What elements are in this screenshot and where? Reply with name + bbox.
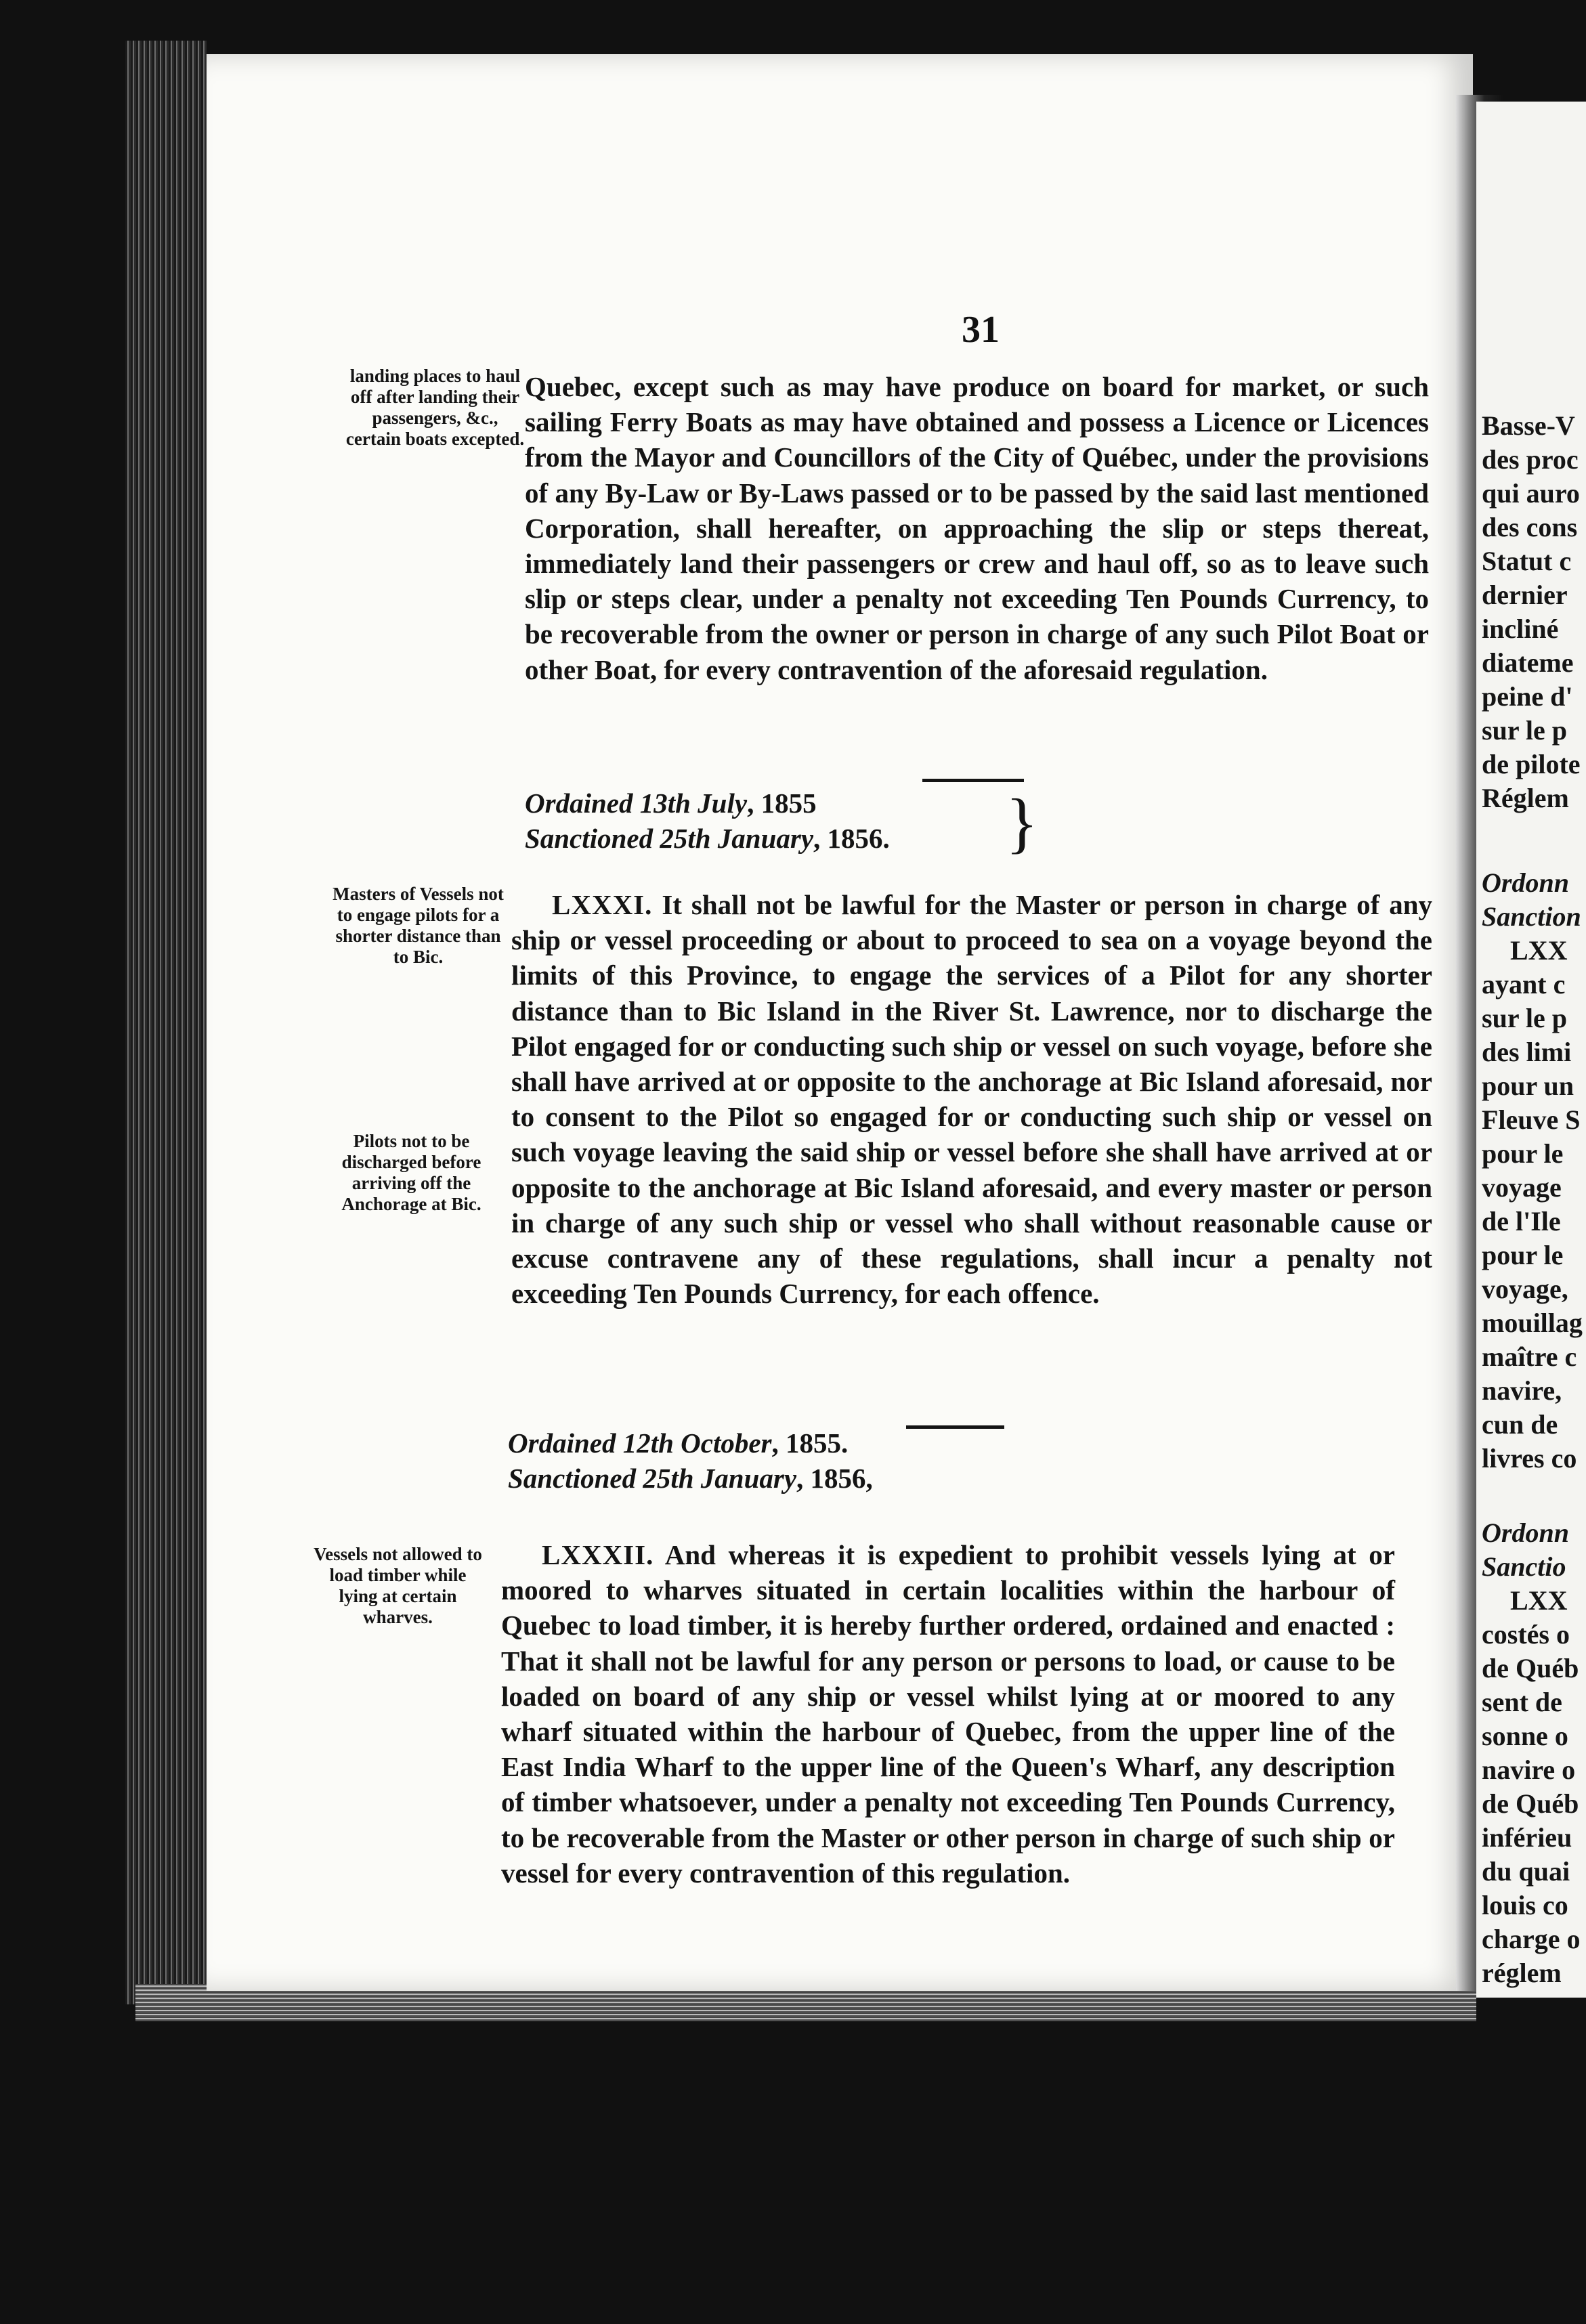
facing-page-line: du quai	[1482, 1856, 1570, 1887]
facing-page-line: sur le p	[1482, 1003, 1567, 1033]
facing-page-line: voyage	[1482, 1172, 1562, 1203]
facing-page-line: voyage,	[1482, 1274, 1568, 1304]
facing-page-line: peine d'	[1482, 681, 1573, 712]
ordained-label: Ordained	[508, 1427, 616, 1459]
section-82-text: And whereas it is expedient to prohibit vessels lying at or moored to wharves situated in certain localities within the harbour of Quebec to load timber, it is hereby further ordered, ordained and enacted : That it shall not be lawful for any person or persons to load, or cause to be loaded on board of any ship or vessel whilst lying at or moored to any wharf situated within the harbour of Quebec, from the upper line of the East India Wharf to the upper line of the Queen's Wharf, any description of timber whatsoever, under a penalty not exceeding Ten Pounds Currency, to be recoverable from the Master or other person in charge of such ship or vessel for every contravention of this regulation.	[501, 1539, 1395, 1889]
facing-page-line: livres co	[1482, 1443, 1577, 1473]
rule-1	[922, 779, 1024, 782]
facing-page-line: pour un	[1482, 1071, 1574, 1101]
ordained-date: 12th October	[622, 1427, 772, 1459]
ordained-year: , 1855.	[771, 1427, 849, 1459]
facing-page-line: ayant c	[1482, 969, 1566, 999]
ordained-line-1	[525, 786, 890, 821]
section-81	[511, 887, 1432, 1311]
facing-page-line: Basse-V	[1482, 410, 1575, 441]
ordained-date: 13th July	[639, 788, 748, 819]
facing-page-line: pour le	[1482, 1138, 1564, 1169]
facing-page-line: des cons	[1482, 512, 1578, 542]
facing-page-line: réglem	[1482, 1958, 1562, 1988]
sanctioned-label: Sanctioned	[508, 1463, 637, 1494]
facing-page-line: mouillag	[1482, 1308, 1583, 1338]
sanctioned-label: Sanctioned	[525, 823, 653, 854]
section-82-number: LXXXII.	[542, 1539, 654, 1570]
facing-page-line: charge o	[1482, 1924, 1581, 1954]
facing-page-line: pour le	[1482, 1240, 1564, 1270]
facing-page	[1476, 102, 1586, 1998]
facing-page-line: de pilote	[1482, 749, 1581, 779]
dates-block-2	[508, 1425, 873, 1496]
facing-page-line: de l'Ile	[1482, 1206, 1561, 1236]
sanctioned-line-1	[525, 821, 890, 856]
facing-page-line: LXX	[1510, 935, 1568, 966]
facing-page-line: dernier	[1482, 580, 1568, 610]
paragraph-continuation: Quebec, except such as may have produce on board for market, or such sailing Ferry Boats as may have obtained and possess a Licence or Licences from the Mayor and Councillors of the City of Québec, under the provisions of any By-Law or By-Laws passed or to be passed by the said last mentioned Corporation, shall hereafter, on approaching the slip or steps thereat, immediately land their passengers or crew and haul off, so as to leave such slip or steps clear, under a penalty not exceeding Ten Pounds Currency, to be recoverable from the owner or person in charge of any such Pilot Boat or other Boat, for every contravention of the aforesaid regulation.	[525, 371, 1429, 685]
facing-page-line: Ordonn	[1482, 1518, 1569, 1548]
facing-page-line: navire,	[1482, 1375, 1562, 1406]
section-81-text: It shall not be lawful for the Master or person in charge of any ship or vessel proceeding or about to proceed to sea on a voyage beyond the limits of this Province, to engage the services of a Pilot for any shorter distance than to Bic Island in the River St. Lawrence, nor to discharge the Pilot engaged for or conducting such ship or vessel on such voyage, before she shall have arrived at or opposite to the anchorage at Bic Island aforesaid, nor to consent to the Pilot so engaged for or conducting such ship or vessel on such voyage leaving the said ship or vessel before she shall have arrived at or opposite to the anchorage at Bic Island aforesaid, and every master or person in charge of any such ship or vessel who shall without reasonable cause or excuse contravene any of these regulations, shall incur a penalty not exceeding Ten Pounds Currency, for each offence.	[511, 889, 1433, 1310]
facing-page-line: qui auro	[1482, 478, 1580, 509]
section-82	[501, 1537, 1395, 1891]
brace-1: }	[1006, 785, 1038, 860]
facing-page-line: inférieu	[1482, 1822, 1572, 1853]
dates-block-1	[525, 786, 890, 856]
sanctioned-year: , 1856.	[813, 823, 890, 854]
margin-note-vessels-not-allowed: Vessels not allowed to load timber while lying at certain wharves.	[314, 1544, 482, 1627]
sanctioned-date: 25th January	[643, 1463, 797, 1494]
section-81-number: LXXXI.	[552, 889, 653, 920]
facing-page-line: des limi	[1482, 1037, 1572, 1067]
page-number: 31	[962, 309, 1000, 351]
margin-note-pilots-not-discharged: Pilots not to be discharged before arriving off the Anchorage at Bic.	[341, 1131, 481, 1214]
sanctioned-date: 25th January	[660, 823, 814, 854]
facing-page-line: Réglem	[1482, 783, 1569, 813]
sanctioned-line-2	[508, 1461, 873, 1496]
facing-page-line: maître c	[1482, 1341, 1577, 1372]
facing-page-line: Statut c	[1482, 546, 1572, 576]
ordained-year: , 1855	[747, 788, 817, 819]
facing-page-line: louis co	[1482, 1890, 1568, 1920]
facing-page-line: Sanctio	[1482, 1551, 1566, 1582]
facing-page-line: diateme	[1482, 647, 1574, 678]
facing-page-line: Ordonn	[1482, 867, 1569, 898]
facing-page-line: Fleuve S	[1482, 1104, 1581, 1135]
facing-page-line: de Québ	[1482, 1653, 1579, 1683]
facing-page-line: navire o	[1482, 1755, 1576, 1785]
margin-note-masters-of-vessels: Masters of Vessels not to engage pilots for a shorter distance than to Bic.	[333, 884, 504, 967]
facing-page-line: Sanction	[1482, 901, 1581, 932]
facing-page-line: sonne o	[1482, 1721, 1568, 1751]
facing-page-line: costés o	[1482, 1619, 1570, 1650]
ordained-line-2	[508, 1425, 873, 1461]
book-edge	[125, 41, 207, 2004]
facing-page-line: LXX	[1510, 1585, 1568, 1616]
rule-2	[906, 1425, 1004, 1429]
margin-note-landing-places: landing places to haul off after landing their passengers, &c., certain boats excepted.	[345, 366, 525, 449]
facing-page-line: des proc	[1482, 444, 1579, 475]
facing-page-line: sent de	[1482, 1687, 1562, 1717]
facing-page-line: de Québ	[1482, 1788, 1579, 1819]
facing-page-line: incliné	[1482, 614, 1559, 644]
facing-page-line: sur le p	[1482, 715, 1567, 746]
ordained-label: Ordained	[525, 788, 633, 819]
sanctioned-year: , 1856,	[796, 1463, 873, 1494]
facing-page-line: cun de	[1482, 1409, 1558, 1440]
